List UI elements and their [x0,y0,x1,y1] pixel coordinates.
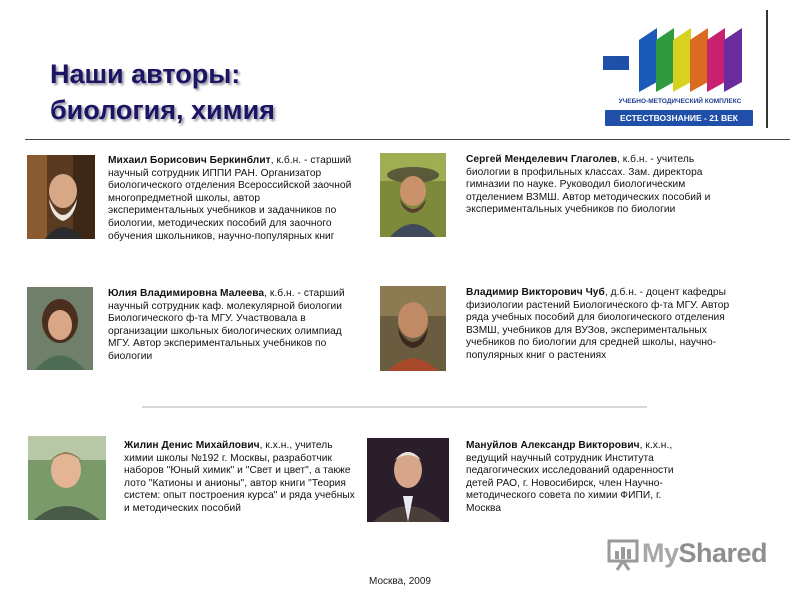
slide-title-line-1: Наши авторы: [50,59,241,89]
author-details: , к.б.н. - учитель биологии в профильных классах. Зам. директора гимназии по науке. Руководил биологическим отделением ВЗМШ. Автор методических пособий и экспериментальных учебников по биологии [466,154,711,216]
logo-book-spine [690,28,708,92]
author-photo-glagolev [380,153,446,237]
author-bio-zhilin [124,440,356,516]
logo-book-spine [673,28,691,92]
author-photo-maleeva [27,287,93,370]
slide-title-line-2: биология, химия [50,95,275,125]
logo-series-bar: ЕСТЕСТВОЗНАНИЕ - 21 ВЕК [605,110,753,126]
author-details: , к.х.н., учитель химии школы №192 г. Москвы, разработчик наборов "Юный химик" и "Свет и цвет", а также лото "Катионы и анионы", автор книги "Теория систем: опыт построения курса" и ряда учебных и методических пособий [124,440,355,514]
series-logo [603,22,755,126]
author-bio-chub [466,287,746,363]
author-photo-manuylov [367,438,449,522]
presentation-board-icon [606,537,640,571]
author-name: Владимир Викторович Чуб [466,287,605,298]
author-name: Михаил Борисович Беркинблит [108,155,271,166]
watermark-part-shared: Shared [678,538,768,568]
section-separator [142,406,647,408]
author-details: , к.х.н., ведущий научный сотрудник Института педагогических исследований одаренности детей РАО, г. Новосибирск, член Научно-методического совета по химии ФИПИ, г. Москва [466,440,674,514]
logo-book-spine [724,28,742,92]
author-name: Жилин Денис Михайлович [124,440,260,451]
author-photo-zhilin [28,436,106,520]
logo-brand: БИНОМ [605,59,628,65]
author-name: Юлия Владимировна Малеева [108,288,265,299]
author-details: , д.б.н. - доцент кафедры физиологии растений Биологического ф-та МГУ. Автор ряда учебных пособий для биологического отделения ВЗМШ, учебников для ВУЗов, экспериментальных учебников по биологии для средней школы, научно-популярных книг о растениях [466,287,730,361]
watermark-text [642,538,767,569]
author-photo-chub [380,286,446,371]
watermark-part-my: My [642,538,679,568]
myshared-watermark [606,536,766,572]
logo-book-spine [656,28,674,92]
books-logo-icon [603,22,755,110]
slide-title [50,56,410,128]
author-bio-glagolev [466,154,736,217]
author-photo-berkinblit [27,155,95,239]
author-name: Сергей Менделевич Глаголев [466,154,618,165]
author-bio-maleeva [108,288,353,364]
author-name: Мануйлов Александр Викторович [466,440,640,451]
author-bio-berkinblit [108,155,353,243]
logo-subtitle: УЧЕБНО-МЕТОДИЧЕСКИЙ КОМПЛЕКС [618,98,742,105]
header-vertical-rule [766,10,768,128]
header-horizontal-rule [25,139,790,140]
logo-book-spine [639,28,657,92]
author-details: , к.б.н. - старший научный сотрудник каф. молекулярной биологии Биологического ф-та МГУ. Участвовала в организации школьных биологических олимпиад МГУ. Автор экспериментальных учебников по биологии [108,288,345,362]
slide-footer: Москва, 2009 [369,576,431,587]
author-details: , к.б.н. - старший научный сотрудник ИППИ РАН. Организатор биологического отделения Всероссийской заочной многопредметной школы, автор экспериментальных учебников и задачников по биологии, методических пособий для заочного обучения школьников, научно-популярных книг [108,155,352,242]
logo-book-spine [707,28,725,92]
author-bio-manuylov [466,440,696,516]
